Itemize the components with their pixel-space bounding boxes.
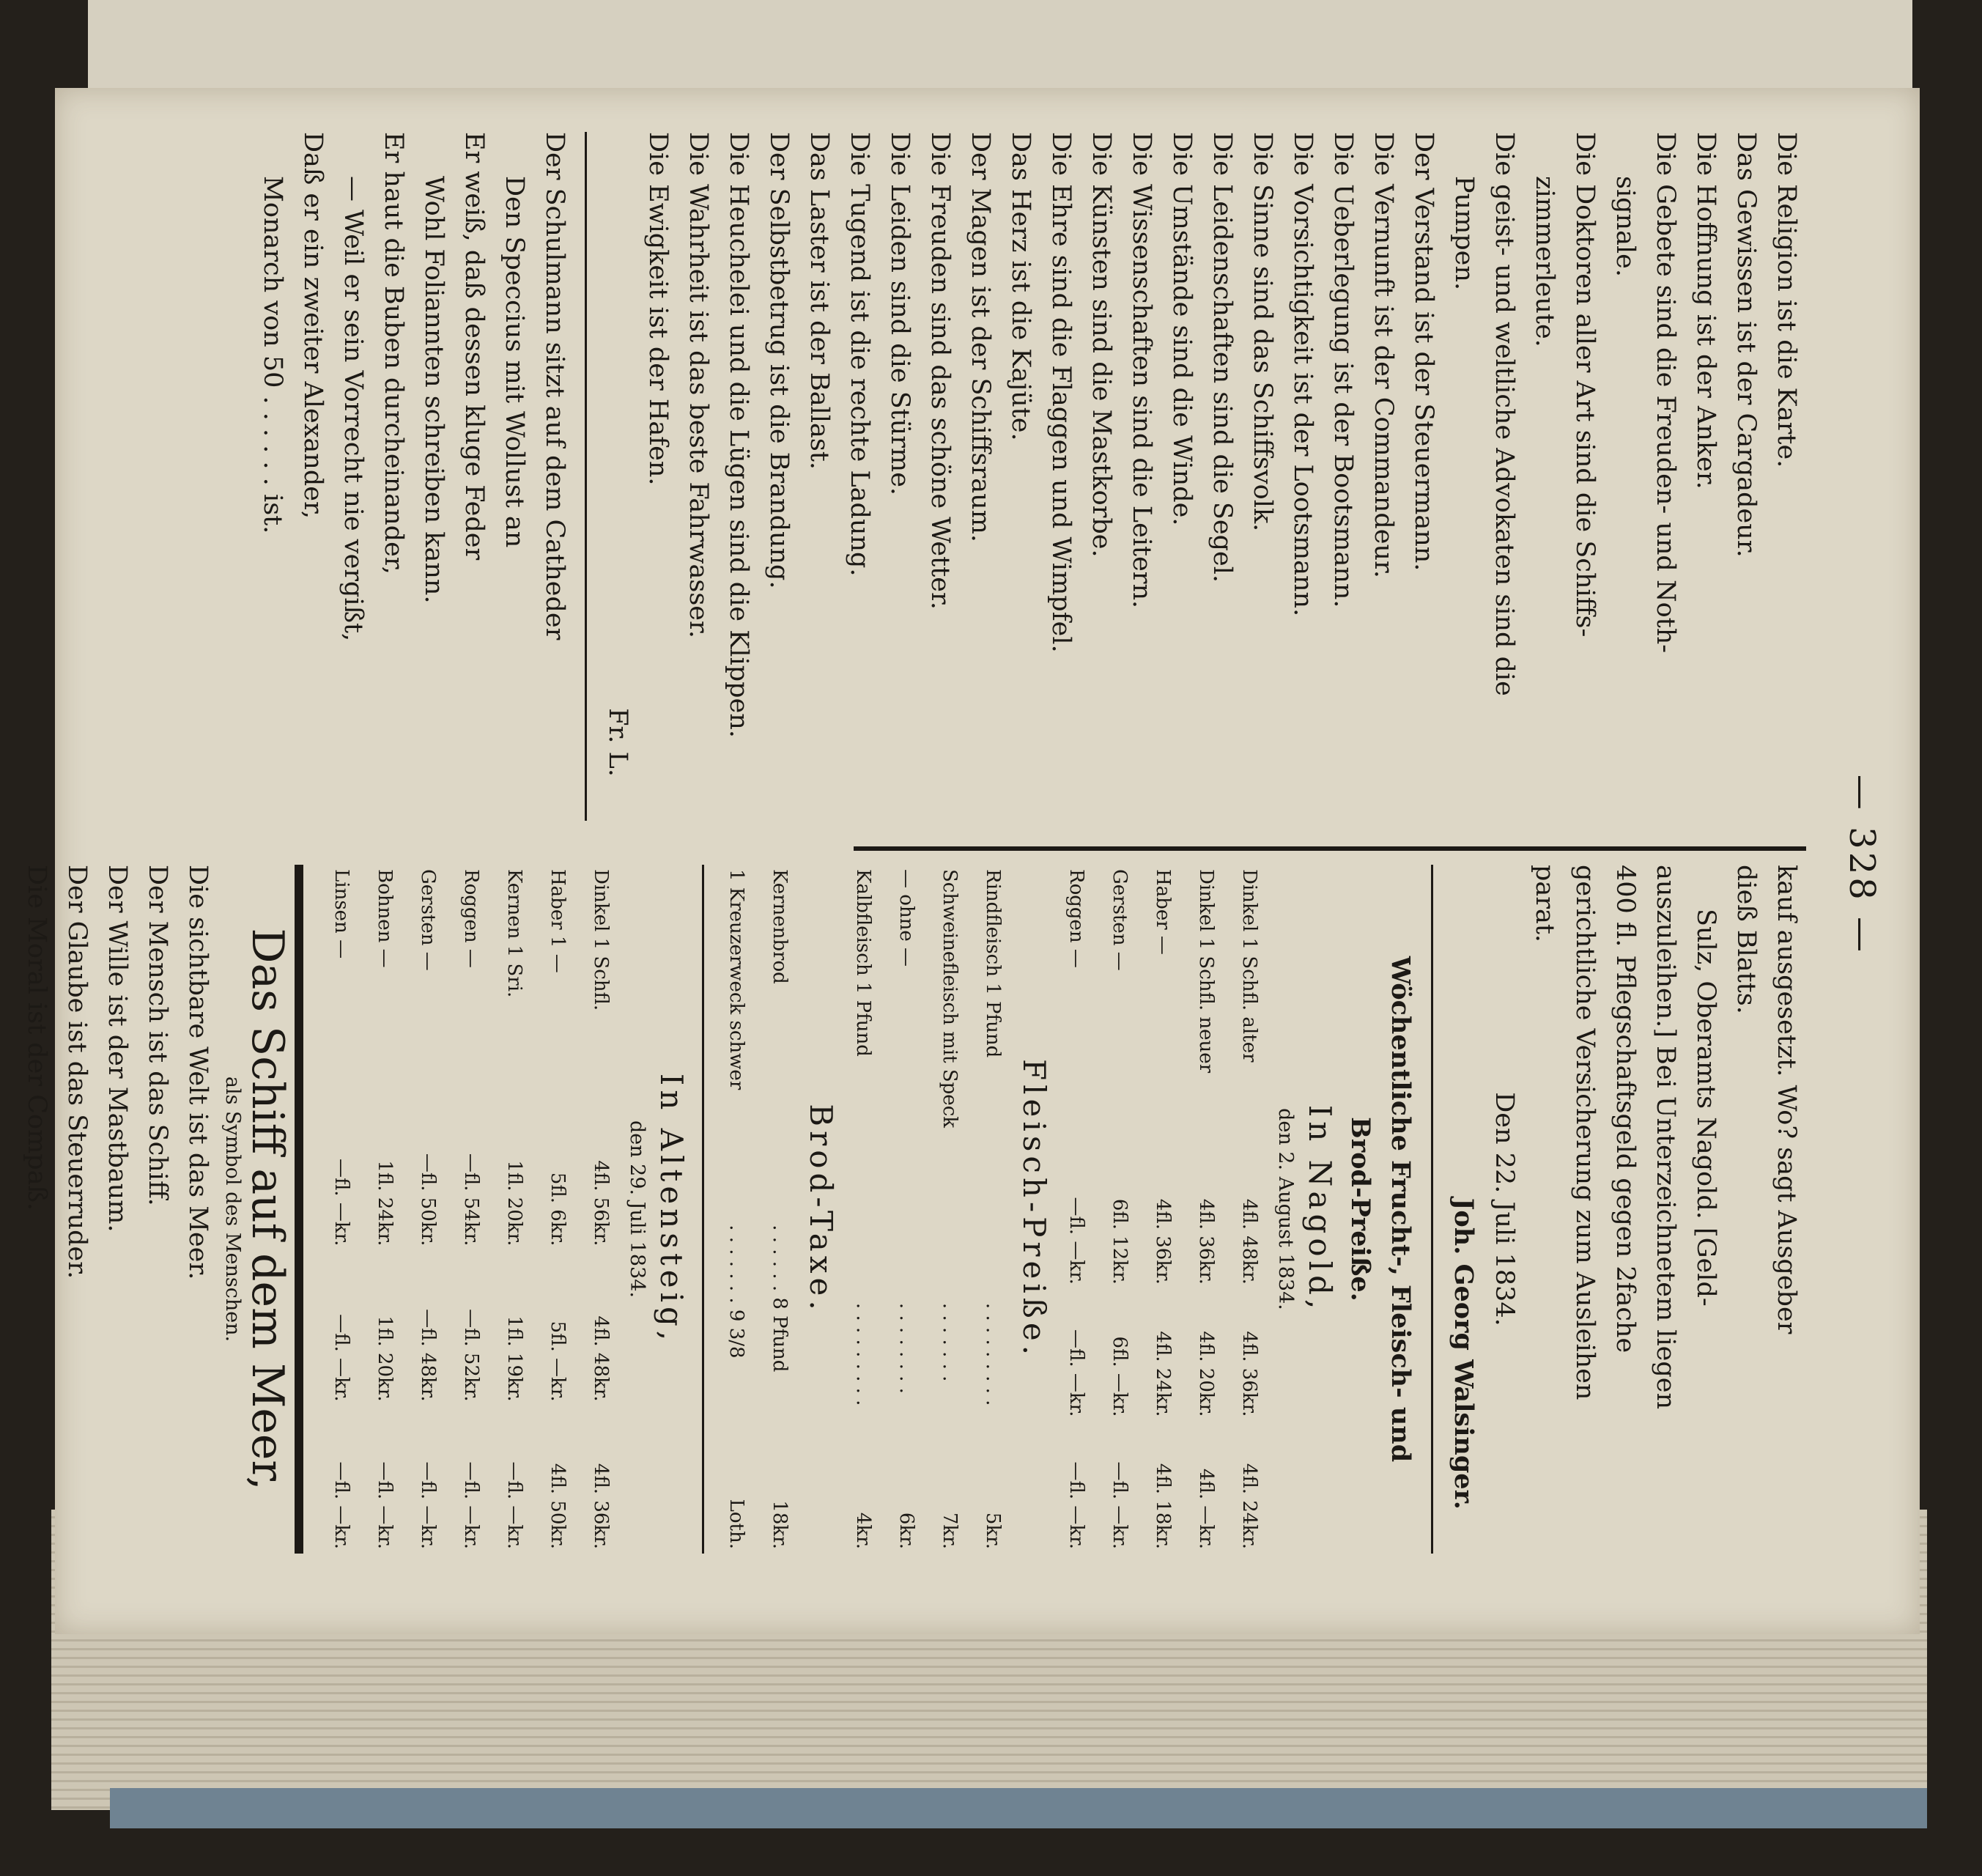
poem-signature: Fr. L. <box>603 708 632 777</box>
epigram-line: — Weil er sein Vorrecht nie vergißt, <box>339 176 368 642</box>
table-row <box>536 865 579 1554</box>
table-cell: 6fl. —kr. <box>1109 1336 1131 1417</box>
table-cell: 4fl. 36kr. <box>1195 1198 1217 1285</box>
table-cell: 6kr. <box>895 1512 917 1549</box>
poem-line: Die Umstände sind die Winde. <box>1167 132 1197 526</box>
table-cell: 4fl. 50kr. <box>547 1463 569 1549</box>
table-row <box>363 865 406 1554</box>
table-cell: Haber — <box>1152 869 1174 955</box>
table-cell: 1fl. 20kr. <box>503 1160 525 1247</box>
table-cell: 1fl. 24kr. <box>374 1160 396 1247</box>
poem-line: Die Ewigkeit ist der Hafen. <box>643 132 673 486</box>
poem-line: Die Ehre sind die Flaggen und Wimpfel. <box>1046 132 1076 653</box>
table-row <box>1141 865 1184 1554</box>
table-cell: 4fl. 18kr. <box>1152 1463 1174 1549</box>
table-row <box>758 865 801 1554</box>
table-row <box>1227 865 1271 1554</box>
poem-line: Die Leidenschaften sind die Segel. <box>1208 132 1237 583</box>
poem-line: Die Wahrheit ist das beste Fahrwasser. <box>684 132 713 639</box>
table-cell: 4fl. 48kr. <box>590 1315 612 1402</box>
epigram-line: Er weiß, daß dessen kluge Feder <box>459 132 489 561</box>
table-cell: —fl. 50kr. <box>417 1153 439 1247</box>
table-cell: —fl. —kr. <box>330 1314 352 1402</box>
poem-line: Pumpen. <box>1449 176 1479 291</box>
poem-line: Die Wissenschaften sind die Leitern. <box>1127 132 1156 609</box>
poem-line: Die Leiden sind die Stürme. <box>885 132 914 496</box>
poem-subtitle: als Symbol des Menschen. <box>221 1076 244 1343</box>
column-divider <box>854 846 1806 851</box>
table-cell: 18kr. <box>769 1500 791 1549</box>
table-cell: —fl. 48kr. <box>417 1309 439 1402</box>
table-cell: —fl. —kr. <box>374 1461 396 1549</box>
table-cell: . . . . . . . <box>939 1302 961 1382</box>
table-cell: Linsen — <box>330 869 352 959</box>
poem-line: signale. <box>1611 176 1640 278</box>
poem-line: Die sichtbare Welt ist das Meer. <box>183 865 212 1280</box>
table-cell: Kernen 1 Sri. <box>503 869 525 998</box>
nagold-date: den 2. August 1834. <box>1274 1108 1297 1310</box>
table-cell: 4fl. 24kr. <box>1152 1331 1174 1417</box>
epigram-line: Der Schulmann sitzt auf dem Catheder <box>540 132 569 640</box>
table-cell: —fl. —kr. <box>417 1461 439 1549</box>
poem-line: Das Gewissen ist der Cargadeur. <box>1731 132 1761 558</box>
table-cell: —fl. —kr. <box>330 1158 352 1247</box>
epigram-line: Den Speccius mit Wollust an <box>500 176 529 548</box>
notice-signature: Joh. Georg Walsinger. <box>1449 1197 1479 1510</box>
table-cell: Roggen — <box>460 869 482 968</box>
meat-heading: Fleisch-Preiße. <box>1016 1058 1052 1360</box>
table-cell: Loth. <box>725 1499 747 1549</box>
table-cell: —fl. —kr. <box>1065 1197 1087 1285</box>
notice-line: kauf ausgesetzt. Wo? sagt Ausgeber <box>1772 865 1801 1334</box>
section-divider-thick <box>295 865 303 1554</box>
poem-line: Die Freuden sind das schöne Wetter. <box>925 132 955 610</box>
poem-line: Die Heuchelei und die Lügen sind die Klippen. <box>724 132 753 738</box>
table-cell: . . . . . . . . . <box>982 1302 1004 1406</box>
table-cell: . . . . . . . . <box>895 1302 917 1394</box>
table-cell: Gersten — <box>417 869 439 971</box>
notice-date: Den 22. Juli 1834. <box>1490 1092 1519 1326</box>
table-cell: . . . . . . 8 Pfund <box>769 1225 791 1373</box>
poem-line: Die Vernunft ist der Commandeur. <box>1369 132 1398 578</box>
table-cell: Schweinefleisch mit Speck <box>939 869 961 1129</box>
notice-line: parat. <box>1530 865 1559 943</box>
poem-line: Der Mensch ist das Schiff. <box>143 865 172 1206</box>
right-column <box>252 132 1806 821</box>
table-cell: —fl. —kr. <box>330 1461 352 1549</box>
poem-line: Die Tugend ist die rechte Ladung. <box>845 132 874 577</box>
table-cell: Roggen — <box>1065 869 1087 968</box>
poem-line: Die Sinne sind das Schiffsvolk. <box>1248 132 1277 532</box>
prices-heading: Wöchentliche Frucht-, Fleisch- und <box>1386 956 1416 1463</box>
nagold-grain-table <box>1054 865 1271 1554</box>
poem-line: Das Herz ist die Kajüte. <box>1006 132 1035 441</box>
altensteig-heading: In Altensteig, <box>654 1073 689 1345</box>
notice-line: dieß Blatts. <box>1731 865 1761 1014</box>
book-page <box>22 88 1920 1634</box>
poem-line: Die geist- und weltliche Advokaten sind die <box>1490 132 1519 696</box>
table-cell: 5fl. 6kr. <box>547 1172 569 1247</box>
table-cell: —fl. 54kr. <box>460 1153 482 1247</box>
poem-line: Die Ueberlegung ist der Bootsmann. <box>1328 132 1358 608</box>
poem-line: Der Glaube ist das Steuerruder. <box>62 865 92 1279</box>
nagold-heading: In Nagold, <box>1302 1104 1338 1314</box>
table-cell: 4fl. 56kr. <box>590 1160 612 1247</box>
table-row <box>406 865 449 1554</box>
table-cell: 7kr. <box>939 1512 961 1549</box>
page-header <box>1821 132 1887 1598</box>
poem-line: zimmerleute. <box>1530 176 1559 347</box>
table-cell: —fl. —kr. <box>460 1461 482 1549</box>
altensteig-grain-table <box>319 865 622 1554</box>
poem-line: Der Wille ist der Mastbaum. <box>103 865 132 1233</box>
poem-line: Der Selbstbetrug ist die Brandung. <box>764 132 794 589</box>
table-row <box>1098 865 1141 1554</box>
table-cell: 1 Kreuzerweck schwer <box>725 869 747 1090</box>
table-cell: 4fl. 36kr. <box>1238 1331 1260 1417</box>
epigram-line: Daß er ein zweiter Alexander, <box>298 132 328 519</box>
rotated-text-block <box>22 132 1887 1598</box>
poem-line: Der Magen ist der Schiffsraum. <box>966 132 995 543</box>
table-cell: Dinkel 1 Schfl. alter <box>1238 869 1260 1063</box>
bread-heading: Brod-Taxe. <box>803 1104 839 1315</box>
poem-title: Das Schiff auf dem Meer, <box>242 928 293 1491</box>
bread-price-table <box>714 865 801 1554</box>
epigram-line: Monarch von 50 . . . . . . ist. <box>258 176 287 534</box>
table-row <box>579 865 622 1554</box>
section-divider <box>702 865 704 1554</box>
poem-line: Die Religion ist die Karte. <box>1772 132 1801 468</box>
left-column <box>16 865 1806 1554</box>
table-cell: Gersten — <box>1109 869 1131 971</box>
table-cell: 1fl. 19kr. <box>503 1315 525 1402</box>
table-cell: 4fl. 24kr. <box>1238 1463 1260 1549</box>
table-cell: —fl. —kr. <box>1065 1329 1087 1417</box>
table-cell: 5fl. —kr. <box>547 1321 569 1402</box>
table-cell: 4fl. 48kr. <box>1238 1198 1260 1285</box>
table-cell: 6fl. 12kr. <box>1109 1198 1131 1285</box>
table-cell: 4fl. —kr. <box>1195 1468 1217 1549</box>
table-cell: Kalbfleisch 1 Pfund <box>852 869 874 1057</box>
table-cell: 4fl. 20kr. <box>1195 1331 1217 1417</box>
table-cell: —fl. —kr. <box>503 1461 525 1549</box>
prices-heading: Brod-Preiße. <box>1345 1117 1375 1301</box>
table-row <box>971 865 1014 1554</box>
poem-line: Die Vorsichtigkeit ist der Lootsmann. <box>1288 132 1317 617</box>
table-cell: Dinkel 1 Schfl. <box>590 869 612 1011</box>
table-row <box>884 865 928 1554</box>
epigram-line: Wohl Foliannten schreiben kann. <box>419 176 448 604</box>
table-row <box>1184 865 1227 1554</box>
table-cell: Kernenbrod <box>769 869 791 984</box>
table-cell: Bohnen — <box>374 869 396 968</box>
table-cell: . . . . . . . 9 3/8 <box>725 1225 747 1359</box>
table-cell: —fl. 52kr. <box>460 1309 482 1402</box>
table-row <box>928 865 971 1554</box>
table-cell: 4kr. <box>852 1512 874 1549</box>
notice-line: gerichtliche Versicherung zum Ausleihen <box>1570 865 1600 1400</box>
table-row <box>714 865 758 1554</box>
poem-line: Die Moral ist der Compaß. <box>22 865 51 1211</box>
table-row <box>841 865 884 1554</box>
table-row <box>319 865 363 1554</box>
meat-price-table <box>841 865 1014 1554</box>
epigram-line: Er haut die Buben durcheinander, <box>379 132 408 575</box>
table-cell: 1fl. 20kr. <box>374 1315 396 1402</box>
table-cell: 4fl. 36kr. <box>590 1463 612 1549</box>
table-cell: —fl. —kr. <box>1109 1461 1131 1549</box>
notice-line: Sulz, Oberamts Nagold. [Geld- <box>1691 909 1720 1307</box>
poem-line: Die Künsten sind die Mastkorbe. <box>1087 132 1116 558</box>
table-cell: Rindfleisch 1 Pfund <box>982 869 1004 1058</box>
notice-line: auszuleihen.] Bei Unterzeichnetem liegen <box>1651 865 1680 1410</box>
table-cell: Haber 1 — <box>547 869 569 973</box>
table-cell: 4fl. 36kr. <box>1152 1198 1174 1285</box>
table-cell: . . . . . . . . . <box>852 1302 874 1406</box>
table-row <box>1054 865 1098 1554</box>
book-cover-edge <box>110 1788 1927 1828</box>
table-cell: 5kr. <box>982 1512 1004 1549</box>
poem-line: Das Laster ist der Ballast. <box>805 132 834 470</box>
section-divider <box>585 132 587 821</box>
table-cell: Dinkel 1 Schfl. neuer <box>1195 869 1217 1074</box>
table-cell: —fl. —kr. <box>1065 1461 1087 1549</box>
poem-line: Der Verstand ist der Steuermann. <box>1409 132 1438 572</box>
table-row <box>449 865 492 1554</box>
section-divider <box>1431 865 1433 1554</box>
notice-line: 400 fl. Pflegschaftsgeld gegen 2fache <box>1611 865 1640 1354</box>
page-number: — 328 — <box>1841 774 1882 956</box>
poem-line: Die Gebete sind die Freuden- und Noth- <box>1651 132 1680 654</box>
altensteig-date: den 29. Juli 1834. <box>626 1120 648 1299</box>
poem-line: Die Doktoren aller Art sind die Schiffs- <box>1570 132 1600 638</box>
table-row <box>492 865 536 1554</box>
poem-line: Die Hoffnung ist der Anker. <box>1691 132 1720 490</box>
table-cell: — ohne — <box>895 869 917 967</box>
